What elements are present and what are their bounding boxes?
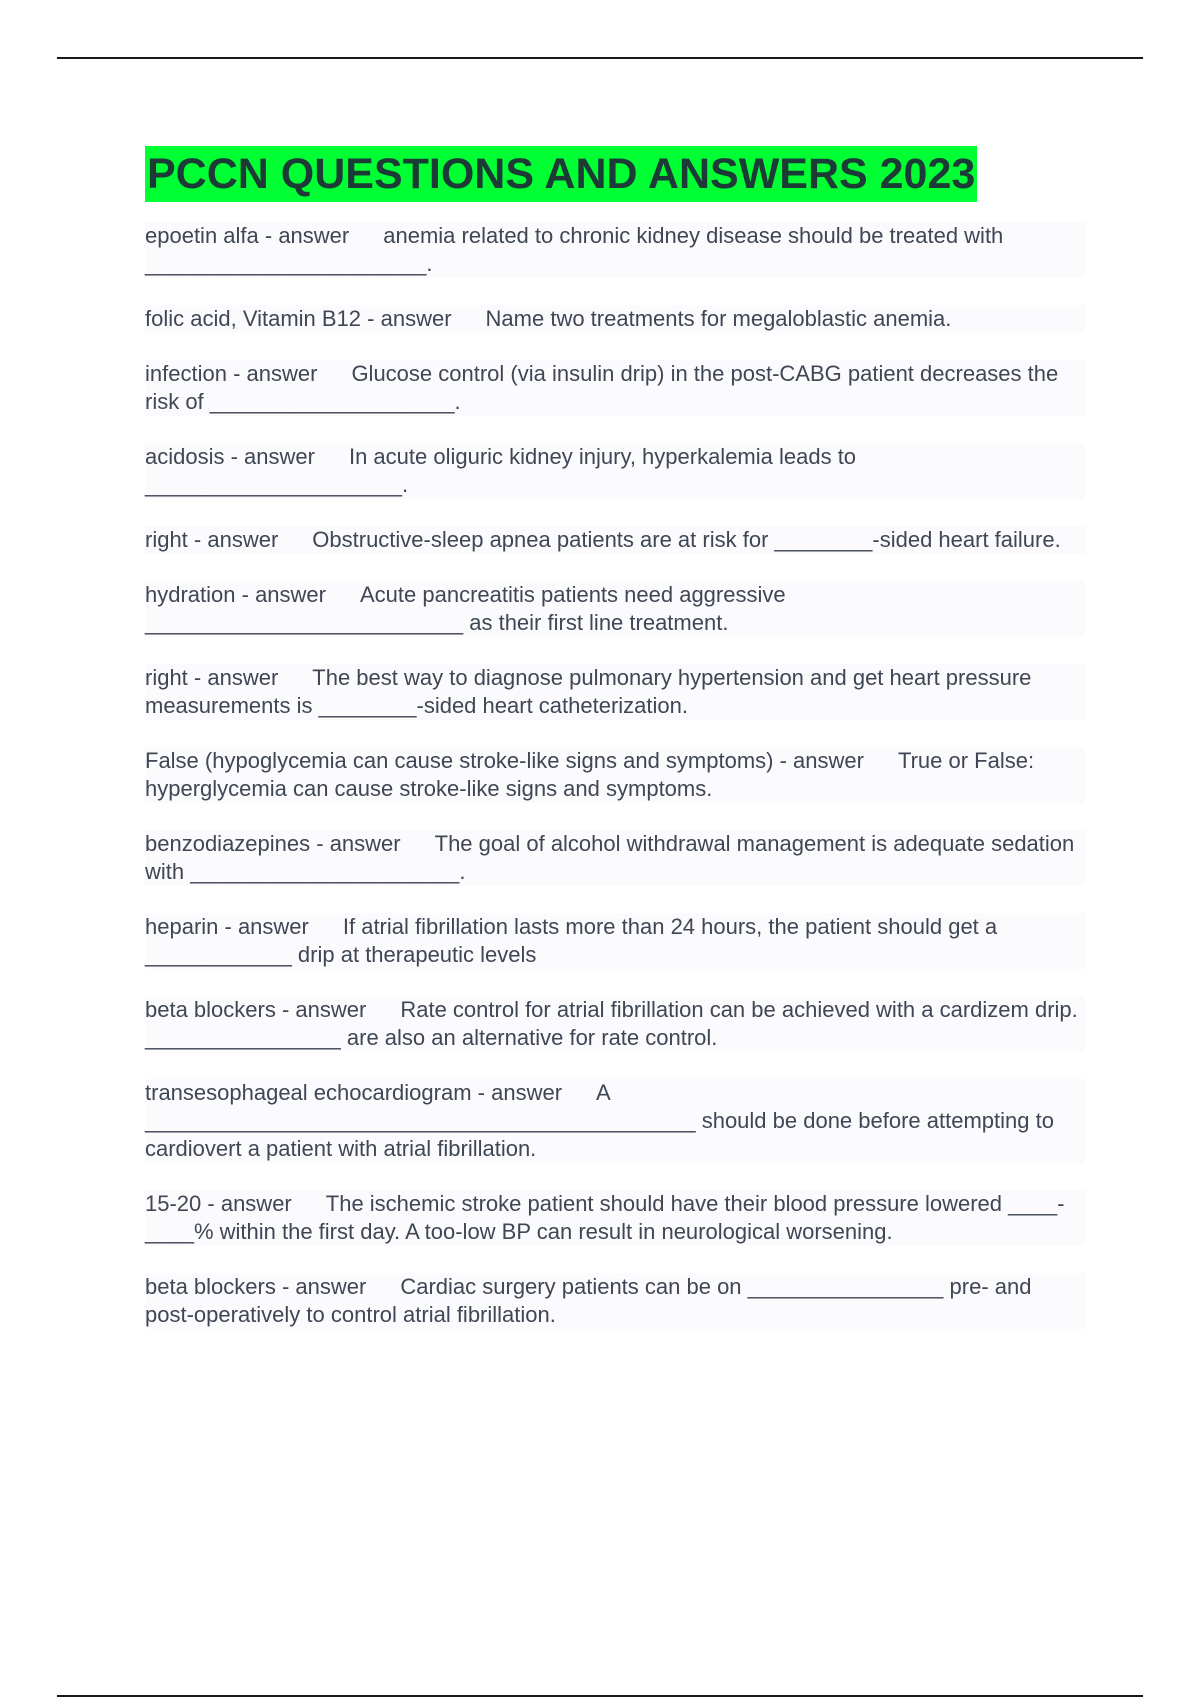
- qa-answer: right: [145, 665, 188, 690]
- qa-answer: transesophageal echocardiogram: [145, 1080, 472, 1105]
- qa-question: The goal of alcohol withdrawal management is adequate sedation with ______________________.: [145, 831, 1075, 884]
- qa-question: In acute oliguric kidney injury, hyperkalemia leads to _____________________.: [145, 444, 857, 497]
- qa-answer-suffix: - answer: [275, 1274, 367, 1299]
- qa-question: Rate control for atrial fibrillation can be achieved with a cardizem drip. ________________ are also an alternative for rate control.: [145, 997, 1078, 1050]
- qa-item: [145, 360, 1085, 416]
- document-title: PCCN QUESTIONS AND ANSWERS 2023: [145, 146, 977, 202]
- qa-answer-suffix: - answer: [258, 223, 350, 248]
- qa-answer: epoetin alfa: [145, 223, 259, 248]
- qa-item: [145, 1190, 1085, 1246]
- qa-answer-suffix: - answer: [471, 1080, 563, 1105]
- qa-answer: beta blockers: [145, 1274, 276, 1299]
- qa-question: Glucose control (via insulin drip) in the post-CABG patient decreases the risk of ____________________.: [145, 361, 1059, 414]
- qa-answer: benzodiazepines: [145, 831, 311, 856]
- qa-answer-suffix: - answer: [187, 665, 279, 690]
- qa-item: [145, 747, 1085, 803]
- qa-question: Cardiac surgery patients can be on ________________ pre- and post-operatively to control atrial fibrillation.: [145, 1274, 1032, 1327]
- qa-question: A _____________________________________________ should be done before attempting to cardiovert a patient with atrial fibrillation.: [145, 1080, 1054, 1161]
- qa-question: anemia related to chronic kidney disease should be treated with _______________________.: [145, 223, 1004, 276]
- qa-question: The best way to diagnose pulmonary hypertension and get heart pressure measurements is ________-sided heart catheterization.: [145, 665, 1032, 718]
- qa-answer-suffix: - answer: [275, 997, 367, 1022]
- document-body: [145, 146, 1085, 1356]
- qa-answer-suffix: - answer: [361, 306, 452, 331]
- qa-question: True or False: hyperglycemia can cause stroke-like signs and symptoms.: [145, 748, 1035, 801]
- qa-item: [145, 830, 1085, 886]
- qa-item: [145, 443, 1085, 499]
- qa-item: [145, 664, 1085, 720]
- qa-answer: beta blockers: [145, 997, 276, 1022]
- qa-item: [145, 581, 1085, 637]
- bottom-rule: [57, 1695, 1143, 1697]
- qa-item: [145, 526, 1085, 554]
- qa-question: Obstructive-sleep apnea patients are at risk for ________-sided heart failure.: [312, 527, 1061, 552]
- qa-answer: folic acid, Vitamin B12: [145, 306, 362, 331]
- qa-question: Name two treatments for megaloblastic anemia.: [485, 306, 952, 331]
- qa-answer: heparin: [145, 914, 219, 939]
- qa-answer: hydration: [145, 582, 236, 607]
- qa-list: [145, 222, 1085, 1329]
- qa-answer-suffix: - answer: [235, 582, 326, 607]
- qa-answer-suffix: - answer: [187, 527, 279, 552]
- qa-item: [145, 1273, 1085, 1329]
- qa-answer: 15-20: [145, 1191, 202, 1216]
- qa-answer-suffix: - answer: [773, 748, 864, 773]
- qa-item: [145, 305, 1085, 333]
- qa-answer-suffix: - answer: [226, 361, 318, 386]
- qa-answer-suffix: - answer: [218, 914, 309, 939]
- qa-question: The ischemic stroke patient should have their blood pressure lowered ____-____% within the first day. A too-low BP can result in neurological worsening.: [145, 1191, 1065, 1244]
- qa-item: [145, 1079, 1085, 1163]
- qa-answer-suffix: - answer: [224, 444, 315, 469]
- qa-question: Acute pancreatitis patients need aggressive __________________________ as their first line treatment.: [145, 582, 786, 635]
- top-rule: [57, 57, 1143, 59]
- qa-answer: right: [145, 527, 188, 552]
- qa-answer-suffix: - answer: [201, 1191, 292, 1216]
- qa-answer-suffix: - answer: [310, 831, 401, 856]
- qa-item: [145, 222, 1085, 278]
- qa-answer: False (hypoglycemia can cause stroke-like signs and symptoms): [145, 748, 774, 773]
- qa-answer: infection: [145, 361, 227, 386]
- qa-question: If atrial fibrillation lasts more than 24 hours, the patient should get a ____________ drip at therapeutic levels: [145, 914, 998, 967]
- qa-item: [145, 913, 1085, 969]
- qa-answer: acidosis: [145, 444, 225, 469]
- qa-item: [145, 996, 1085, 1052]
